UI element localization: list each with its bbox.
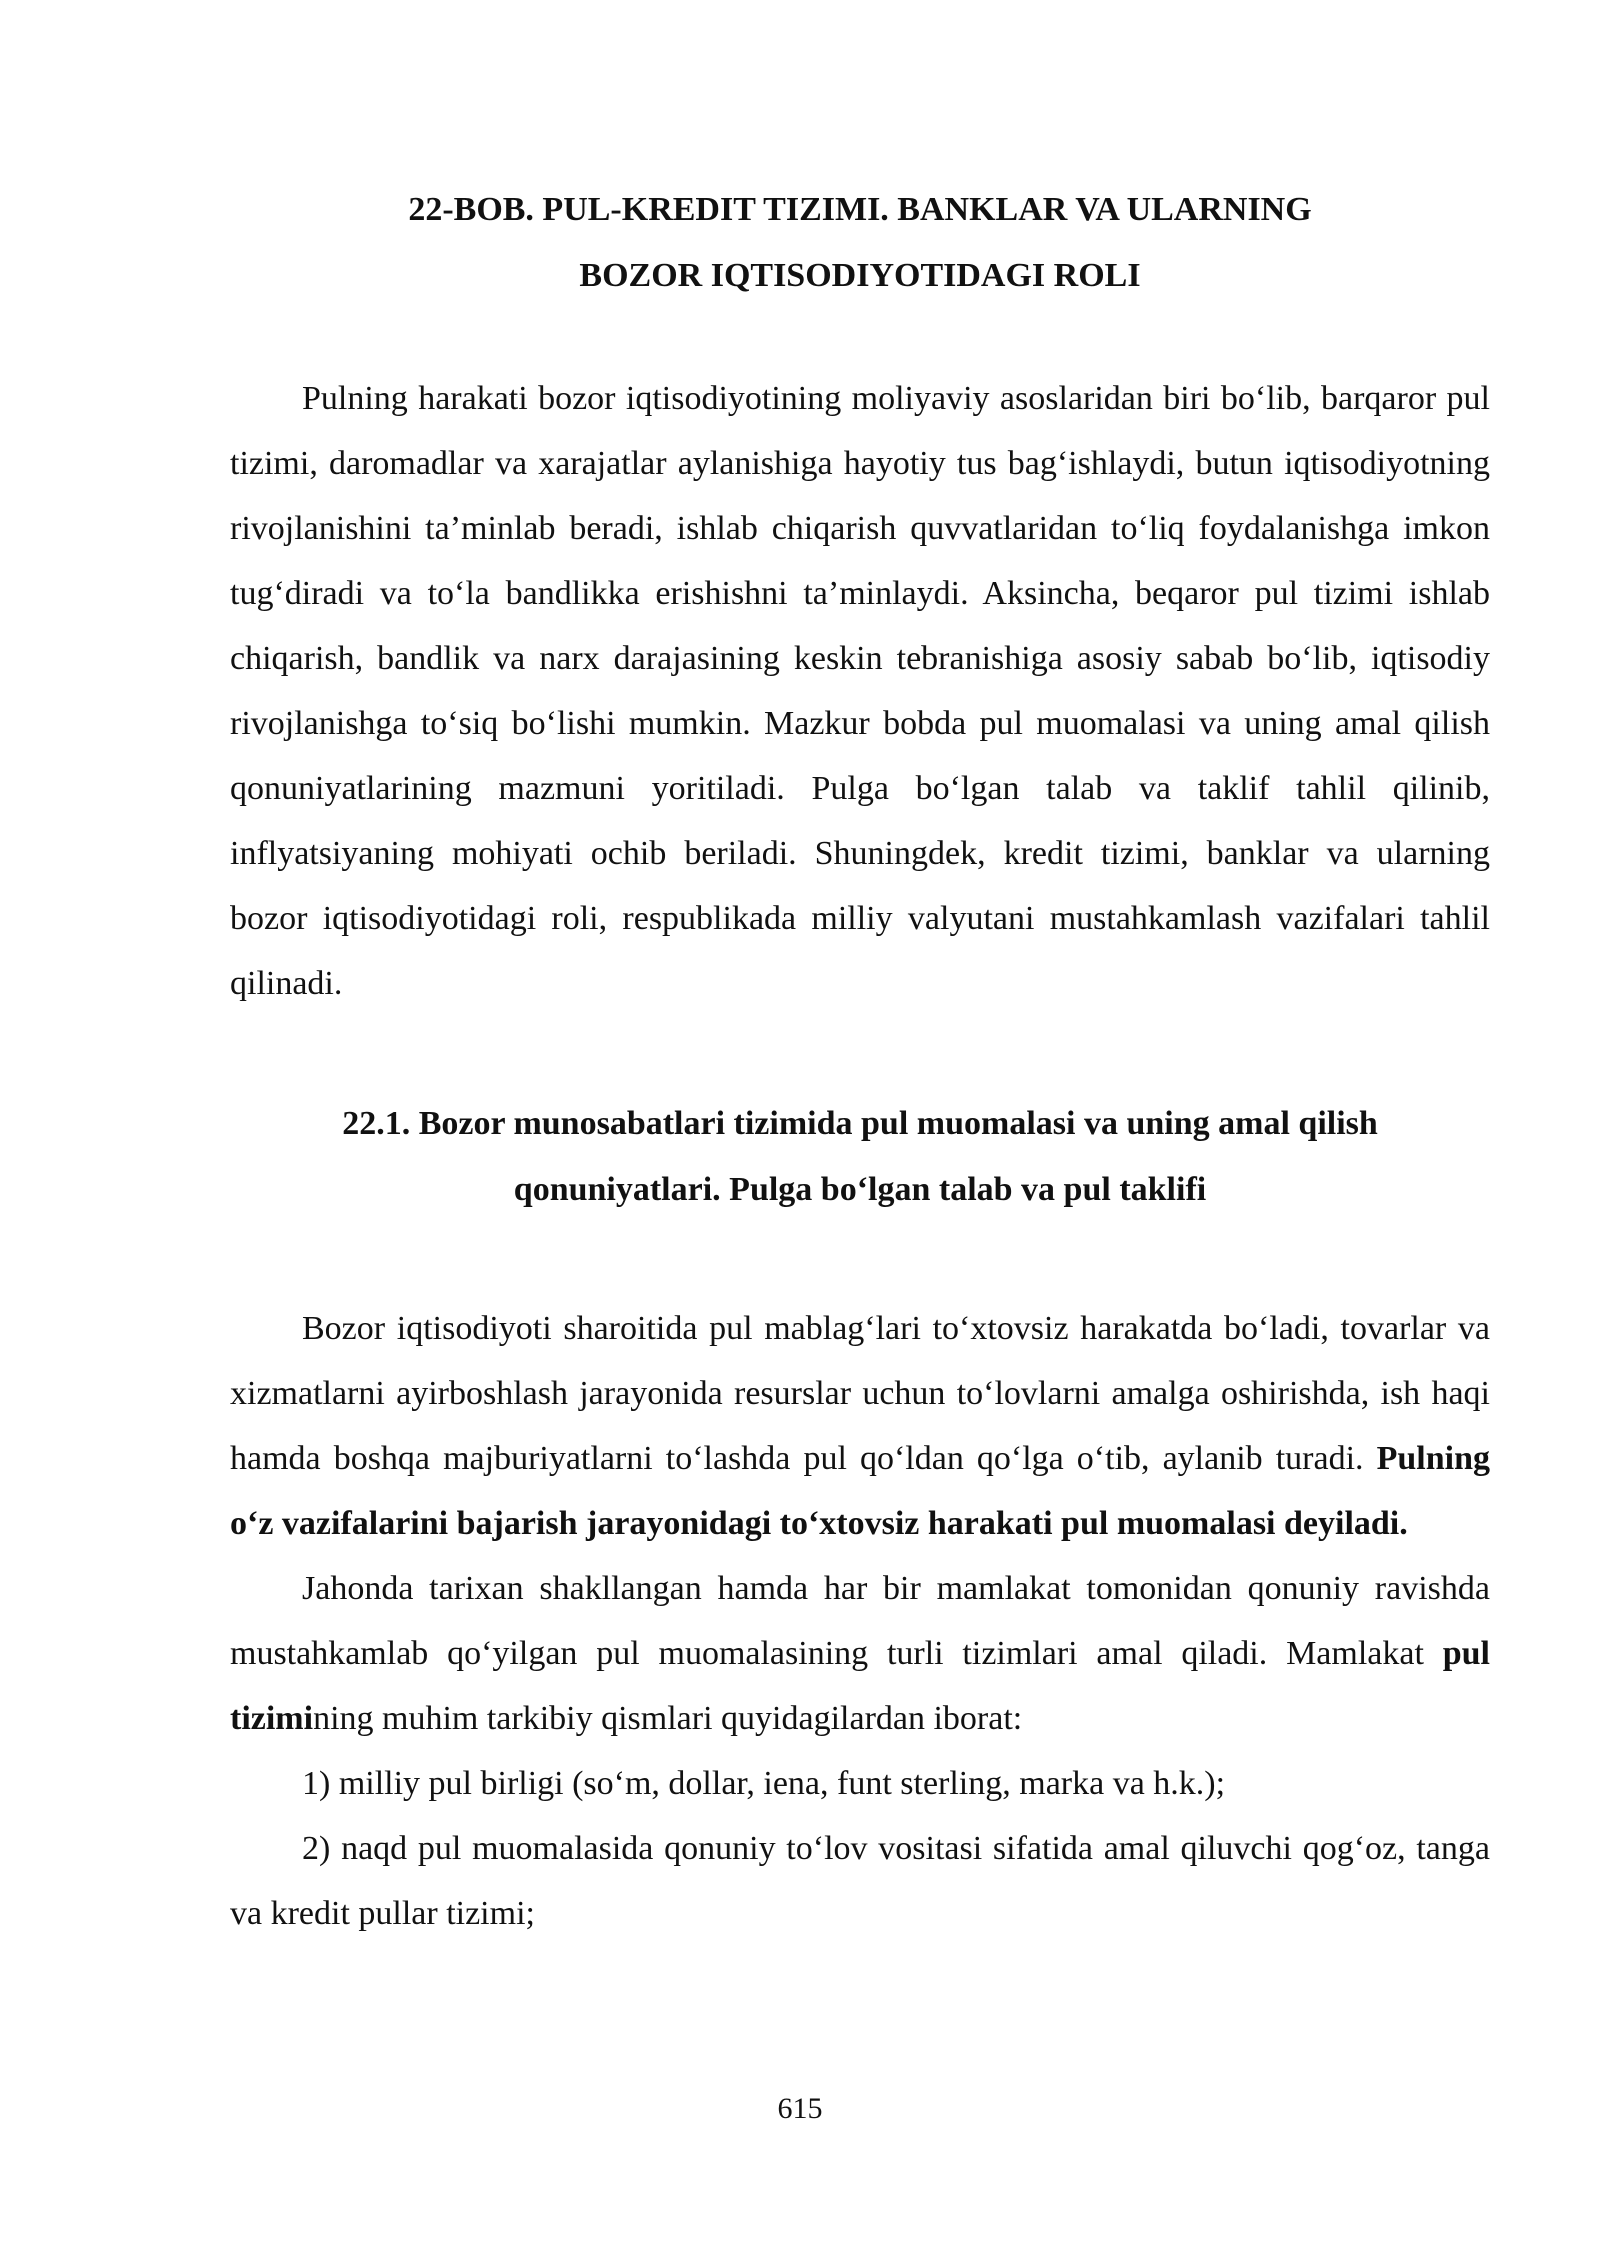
chapter-title (230, 188, 1490, 320)
section-title-line-2: qonuniyatlari. Pulga bo‘lgan talab va pul taklifi (513, 1171, 1207, 1208)
paragraph-pul-tizimi (230, 1556, 1490, 1751)
paragraph-pul-muomalasi (230, 1296, 1490, 1556)
intro-paragraph: Pulning harakati bozor iqtisodiyotining moliyaviy asoslaridan biri bo‘lib, barqaror pul tizimi, daromadlar va xarajatlar aylanishiga hayotiy tus bag‘ishlaydi, butun iqtisodiyotning rivojlanishini ta’minlab beradi, ishlab chiqarish quvvatlaridan to‘liq foydalanishga imkon tug‘diradi va to‘la bandlikka erishishni ta’minlaydi. Aksincha, beqaror pul tizimi ishlab chiqarish, bandlik va narx darajasining keskin tebranishiga asosiy sabab bo‘lib, iqtisodiy rivojlanishga to‘siq bo‘lishi mumkin. Mazkur bobda pul muomalasi va uning amal qilish qonuniyatlarining mazmuni yoritiladi. Pulga bo‘lgan talab va taklif tahlil qilinib, inflyatsiyaning mohiyati ochib beriladi. Shuningdek, kredit tizimi, banklar va ularning bozor iqtisodiyotidagi roli, respublikada milliy valyutani mustahkamlash vazifalari tahlil qilinadi. (230, 380, 1490, 1002)
chapter-title-line-1: 22-BOB. PUL-KREDIT TIZIMI. BANKLAR VA ULARNING (408, 191, 1312, 228)
section-title (230, 1102, 1490, 1234)
list-item: 1) milliy pul birligi (so‘m, dollar, iena, funt sterling, marka va h.k.); (302, 1765, 1226, 1802)
paragraph-3-text-1: Jahonda tarixan shakllangan hamda har bir mamlakat tomonidan qonuniy ravishda mustahkamlab qo‘yilgan pul muomalasining turli tizimlari amal qiladi. Mamlakat (230, 1570, 1490, 1672)
definition-bold: Pulning o‘z vazifalarini bajarish jarayonidagi to‘xtovsiz harakati pul muomalasi deyiladi. (230, 1440, 1490, 1542)
page-number: 615 (777, 2092, 823, 2125)
paragraph-3-text-2: ning muhim tarkibiy qismlari quyidagilardan iborat: (313, 1700, 1023, 1737)
document-page (230, 180, 1490, 1946)
term-pul-tizimi: pul tizimi (230, 1635, 1490, 1737)
section-title-line-1: 22.1. Bozor munosabatlari tizimida pul muomalasi va uning amal qilish (342, 1105, 1378, 1142)
chapter-title-line-2: BOZOR IQTISODIYOTIDAGI ROLI (579, 257, 1141, 294)
list-item: 2) naqd pul muomalasida qonuniy to‘lov vositasi sifatida amal qiluvchi qog‘oz, tanga va kredit pullar tizimi; (230, 1830, 1490, 1932)
paragraph-2-text: Bozor iqtisodiyoti sharoitida pul mablag‘lari to‘xtovsiz harakatda bo‘ladi, tovarlar va xizmatlarni ayirboshlash jarayonida resurslar uchun to‘lovlarni amalga oshirishda, ish haqi hamda boshqa majburiyatlarni to‘lashda pul qo‘ldan qo‘lga o‘tib, aylanib turadi. (230, 1310, 1490, 1477)
